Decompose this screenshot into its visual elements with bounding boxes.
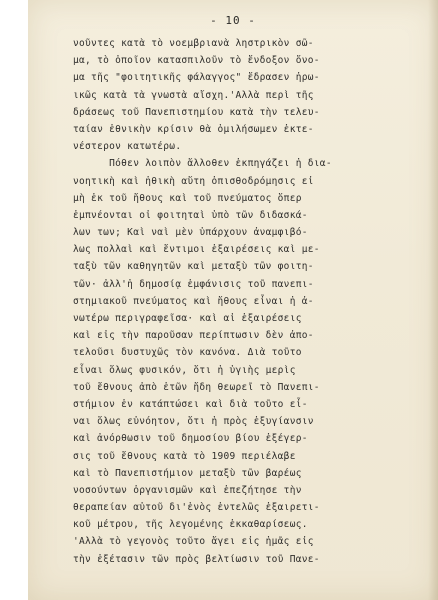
- text-line: θεραπείαν αὐτοῦ δι'ἑνὸς ἐντελῶς ἐξαιρετι-: [73, 502, 320, 514]
- text-line: ναι ὅλως εὐνόητον, ὅτι ἡ πρὸς ἐξυγίανσιν: [73, 416, 314, 428]
- text-line: μα, τὸ ὁποῖον κατασπιλοῦν τὸ ἔνδοξον ὄνο-: [73, 55, 320, 67]
- text-line: ταξὺ τῶν καθηγητῶν καὶ μεταξὺ τῶν φοιτη-: [73, 261, 314, 273]
- text-line: 'Αλλὰ τὸ γεγονὸς τοῦτο ἄγει εἰς ἡμᾶς εἰς: [73, 536, 314, 548]
- text-line: ἐμπνέονται οἱ φοιτηταὶ ὑπὸ τῶν διδασκά-: [73, 209, 308, 221]
- text-line: νωτέρω περιγραφεῖσα· καὶ αἱ ἐξαιρέσεις: [73, 313, 302, 324]
- text-line: μὴ ἐκ τοῦ ἤθους καὶ τοῦ πνεύματος ὅπερ: [73, 192, 302, 204]
- page-number: - 10 -: [210, 14, 256, 27]
- text-line: κοῦ μέτρου, τῆς λεγομένης ἐκκαθαρίσεως.: [73, 519, 308, 531]
- text-line: τοῦ ἔθνους ἀπὸ ἐτῶν ἤδη θεωρεῖ τὸ Πανεπι-: [73, 381, 320, 393]
- text-line: λων των; Καὶ ναὶ μὲν ὑπάρχουν ἀναμφιβό-: [73, 227, 308, 239]
- text-line: ικῶς κατὰ τὰ γνωστὰ αἴσχη.'Αλλὰ περὶ τῆς: [73, 89, 314, 101]
- text-line: καὶ εἰς τὴν παροῦσαν περίπτωσιν δὲν ἀπο-: [73, 330, 314, 342]
- text-line: καὶ ἀνόρθωσιν τοῦ δημοσίου βίου ἐξέγερ-: [73, 433, 308, 445]
- text-line: τὴν ἐξέτασιν τῶν πρὸς βελτίωσιν τοῦ Πανε-: [73, 553, 320, 565]
- text-line: Πόθεν λοιπὸν ἄλλοθεν ἐκπηγάζει ἡ δια-: [73, 158, 332, 170]
- body-text: [73, 35, 423, 568]
- document-page: [28, 0, 438, 600]
- text-line: εἶναι ὅλως φυσικόν, ὅτι ἡ ὑγιὴς μερὶς: [73, 364, 296, 376]
- text-line: μα τῆς "φοιτητικῆς φάλαγγος" ἔδρασεν ἠρω-: [73, 72, 320, 84]
- text-line: λως πολλαὶ καὶ ἔντιμοι ἐξαιρέσεις καὶ με-: [73, 244, 320, 256]
- text-line: στημιακοῦ πνεύματος καὶ ἤθους εἶναι ἡ ἀ-: [73, 295, 314, 307]
- text-line: στήμιον ἐν κατάπτώσει καὶ διὰ τοῦτο εἶ-: [73, 398, 308, 410]
- text-line: νοῦντες κατὰ τὸ νοεμβριανὰ ληστρικὸν σῶ-: [73, 38, 314, 49]
- text-line: νέστερον κατωτέρω.: [73, 141, 182, 153]
- text-line: τῶν· ἀλλ'ἡ δημοσίᾳ ἐμφάνισις τοῦ πανεπι-: [73, 278, 314, 290]
- text-line: ταίαν ἐθνικὴν κρίσιν θὰ ὁμιλήσωμεν ἐκτε-: [73, 123, 314, 135]
- text-line: νοσούντων ὀργανισμῶν καὶ ἐπεζήτησε τὴν: [73, 484, 302, 496]
- text-line: καὶ τὸ Πανεπιστήμιον μεταξὺ τῶν βαρέως: [73, 467, 302, 479]
- text-line: νοητικὴ καὶ ἠθικὴ αὕτη ὀπισθοδρόμησις εἰ: [73, 175, 314, 187]
- text-line: τελοῦσι δυστυχῶς τὸν κανόνα. Διὰ τοῦτο: [73, 347, 302, 359]
- text-line: σις τοῦ ἔθνους κατὰ τὸ 1909 περιέλαβε: [73, 450, 296, 462]
- text-line: δράσεως τοῦ Πανεπιστημίου κατὰ τὴν τελευ-: [73, 106, 320, 118]
